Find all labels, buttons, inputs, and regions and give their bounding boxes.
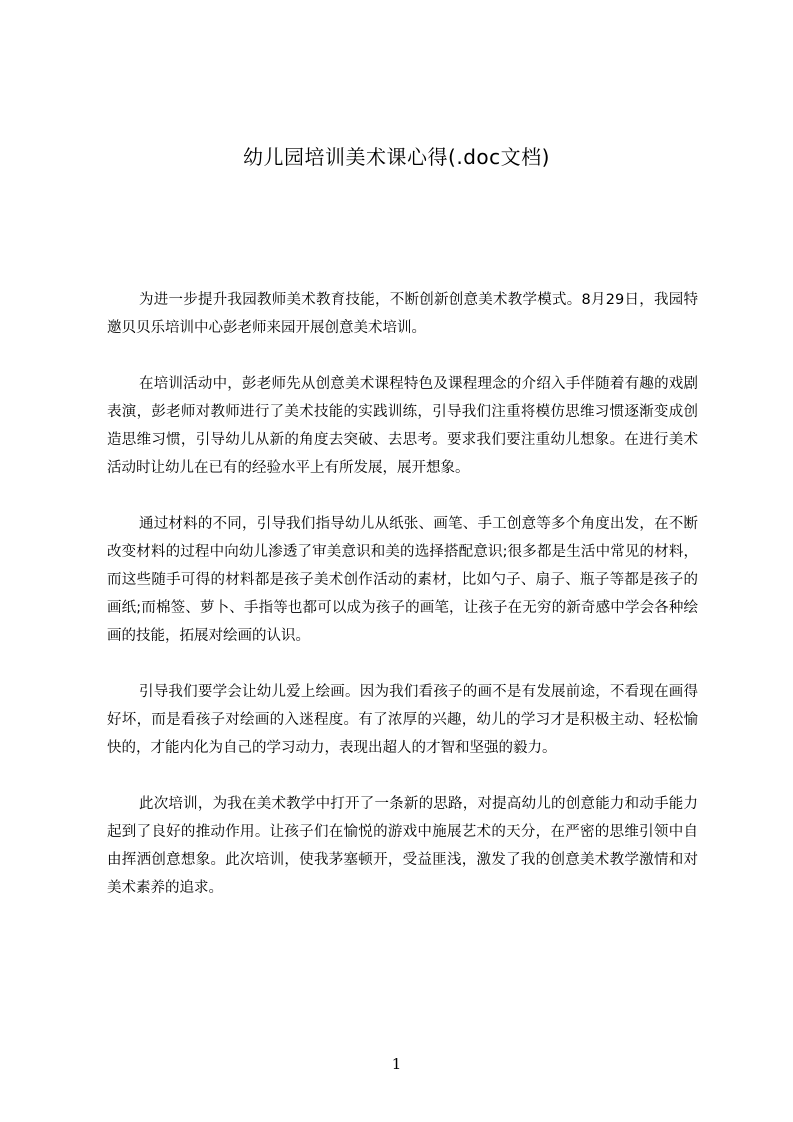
paragraph-5: 此次培训，为我在美术教学中打开了一条新的思路，对提高幼儿的创意能力和动手能力起到了良好的推动作用。让孩子们在愉悦的游戏中施展艺术的天分，在严密的思维引领中自由挥洒创意想象。此次培训，使我茅塞顿开，受益匪浅，激发了我的创意美术教学激情和对美术素养的追求。 — [107, 796, 698, 896]
paragraph-4: 引导我们要学会让幼儿爱上绘画。因为我们看孩子的画不是有发展前途，不看现在画得好坏，而是看孩子对绘画的入迷程度。有了浓厚的兴趣，幼儿的学习才是积极主动、轻松愉快的，才能内化为自己的学习动力，表现出超人的才智和坚强的毅力。 — [107, 684, 698, 756]
paragraph-3: 通过材料的不同，引导我们指导幼儿从纸张、画笔、手工创意等多个角度出发，在不断改变材料的过程中向幼儿渗透了审美意识和美的选择搭配意识;很多都是生活中常见的材料，而这些随手可得的材料都是孩子美术创作活动的素材，比如勺子、扇子、瓶子等都是孩子的画纸;而棉签、萝卜、手指等也都可以成为孩子的画笔，让孩子在无穷的新奇感中学会各种绘画的技能，拓展对绘画的认识。 — [107, 516, 698, 644]
document-title: 幼儿园培训美术课心得(.doc文档) — [243, 145, 550, 169]
page-number: 1 — [391, 1055, 402, 1073]
document-body — [107, 286, 698, 930]
paragraph-1: 为进一步提升我园教师美术教育技能，不断创新创意美术教学模式。8月29日，我园特邀贝贝乐培训中心彭老师来园开展创意美术培训。 — [107, 292, 698, 336]
paragraph-2: 在培训活动中，彭老师先从创意美术课程特色及课程理念的介绍入手伴随着有趣的戏剧表演，彭老师对教师进行了美术技能的实践训练，引导我们注重将模仿思维习惯逐渐变成创造思维习惯，引导幼儿从新的角度去突破、去思考。要求我们要注重幼儿想象。在进行美术活动时让幼儿在已有的经验水平上有所发展，展开想象。 — [107, 376, 698, 476]
